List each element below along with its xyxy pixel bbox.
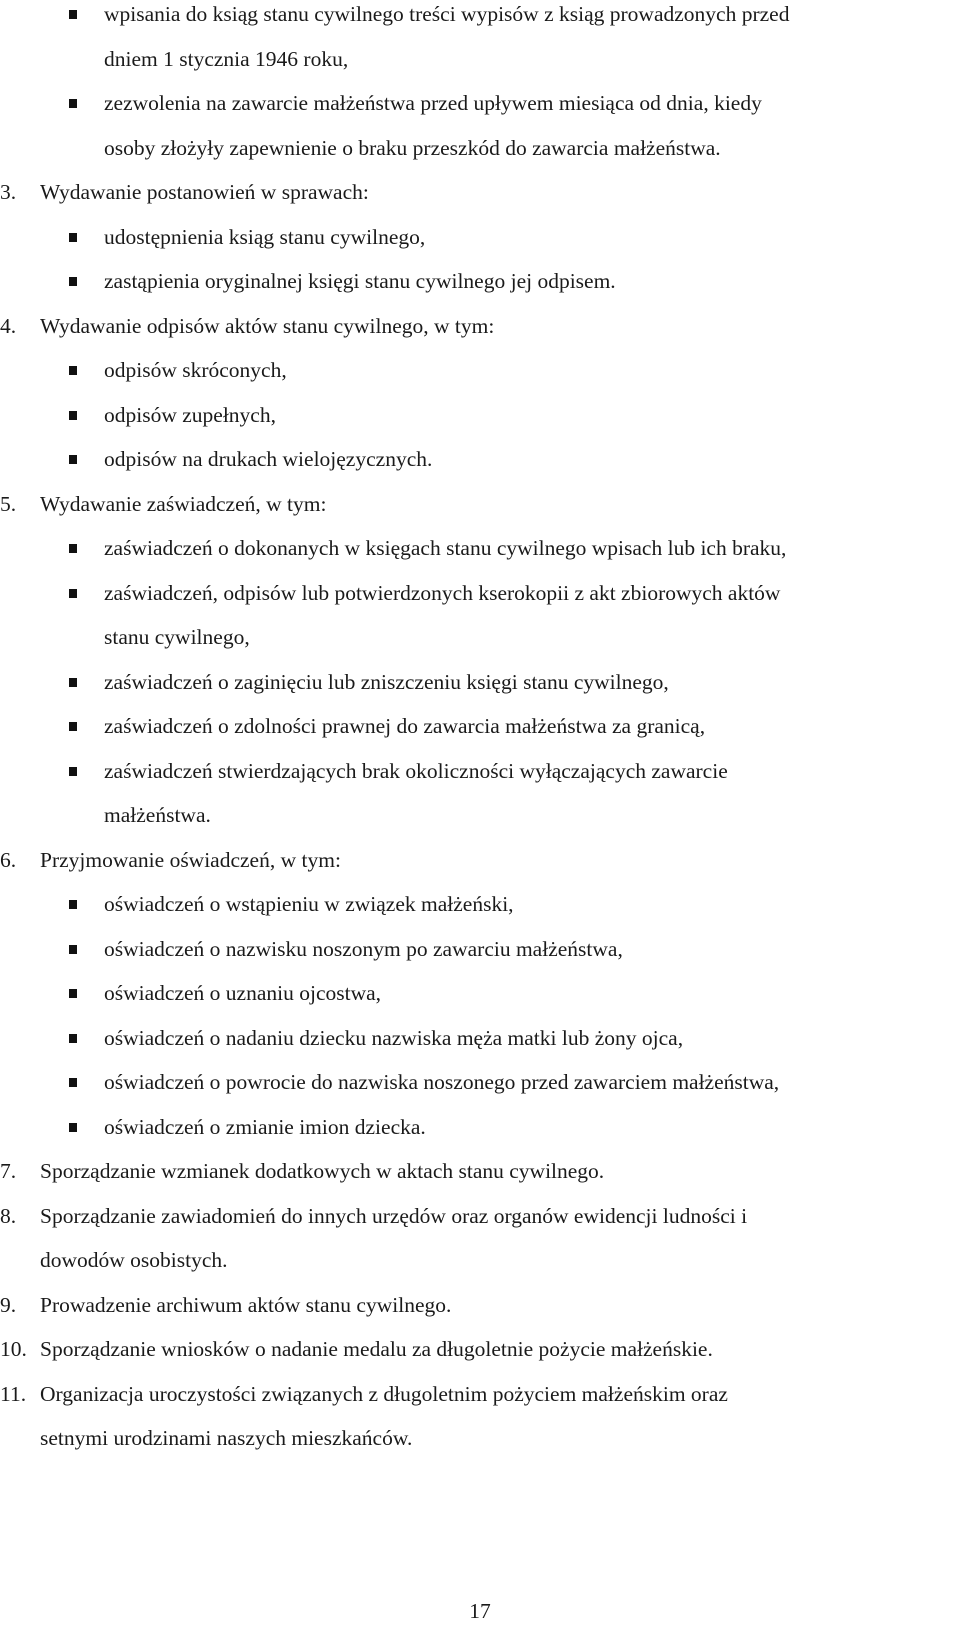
bullet-item (0, 526, 940, 571)
square-bullet-icon (69, 900, 77, 909)
line-text: udostępnienia ksiąg stanu cywilnego, (104, 224, 426, 249)
item-number: 10. (0, 1337, 27, 1361)
square-bullet-icon (69, 277, 77, 286)
item-number: 3. (0, 180, 17, 204)
line-text: zaświadczeń, odpisów lub potwierdzonych kserokopii z akt zbiorowych aktów (104, 580, 781, 605)
square-bullet-icon (69, 767, 77, 776)
line-text: dowodów osobistych. (40, 1248, 228, 1272)
line-text: Wydawanie zaświadczeń, w tym: (40, 491, 327, 516)
line-text: wpisania do ksiąg stanu cywilnego treści wypisów z ksiąg prowadzonych przed (104, 2, 790, 26)
bullet-item (0, 215, 940, 260)
square-bullet-icon (69, 678, 77, 687)
numbered-item (0, 1372, 940, 1417)
line-text: Przyjmowanie oświadczeń, w tym: (40, 847, 341, 872)
line-text: odpisów na drukach wielojęzycznych. (104, 447, 433, 471)
bullet-item (0, 1105, 940, 1150)
square-bullet-icon (69, 411, 77, 420)
square-bullet-icon (69, 1123, 77, 1132)
line-text: Sporządzanie wniosków o nadanie medalu za długoletnie pożycie małżeńskie. (40, 1337, 713, 1361)
line-text: zaświadczeń o zdolności prawnej do zawarcia małżeństwa za granicą, (104, 714, 706, 738)
line-text: Wydawanie odpisów aktów stanu cywilnego, w tym: (40, 313, 495, 338)
item-number: 8. (0, 1203, 17, 1228)
square-bullet-icon (69, 1034, 77, 1043)
line-text: Prowadzenie archiwum aktów stanu cywilnego. (40, 1292, 452, 1317)
line-text: małżeństwa. (104, 803, 211, 827)
line-text: oświadczeń o zmianie imion dziecka. (104, 1114, 426, 1139)
page-footer (0, 1596, 960, 1626)
square-bullet-icon (69, 233, 77, 242)
square-bullet-icon (69, 455, 77, 464)
square-bullet-icon (69, 10, 77, 19)
bullet-item (0, 749, 940, 794)
bullet-item (0, 348, 940, 393)
numbered-item (0, 838, 940, 883)
bullet-item (0, 437, 940, 482)
bullet-item (0, 1016, 940, 1061)
line-text: oświadczeń o nadaniu dziecku nazwiska męża matki lub żony ojca, (104, 1025, 684, 1050)
numbered-item (0, 1327, 940, 1372)
line-text: odpisów zupełnych, (104, 402, 276, 427)
line-text: zaświadczeń o dokonanych w księgach stanu cywilnego wpisach lub ich braku, (104, 536, 787, 560)
line-text: Sporządzanie zawiadomień do innych urzędów oraz organów ewidencji ludności i (40, 1203, 748, 1228)
bullet-item-continuation (0, 615, 940, 660)
page-number: 17 (469, 1599, 491, 1623)
line-text: oświadczeń o uznaniu ojcostwa, (104, 981, 382, 1005)
bullet-item (0, 927, 940, 972)
bullet-item-continuation (0, 793, 940, 838)
bullet-item-continuation (0, 126, 940, 171)
square-bullet-icon (69, 722, 77, 731)
line-text: zaświadczeń o zaginięciu lub zniszczeniu księgi stanu cywilnego, (104, 669, 669, 694)
item-number: 11. (0, 1381, 27, 1406)
item-number: 4. (0, 313, 17, 338)
square-bullet-icon (69, 544, 77, 553)
numbered-item (0, 170, 940, 215)
bullet-item (0, 81, 940, 126)
numbered-item (0, 304, 940, 349)
bullet-item (0, 704, 940, 749)
bullet-item (0, 259, 940, 304)
square-bullet-icon (69, 945, 77, 954)
item-number: 5. (0, 491, 17, 516)
square-bullet-icon (69, 589, 77, 598)
line-text: Wydawanie postanowień w sprawach: (40, 180, 369, 204)
bullet-item (0, 660, 940, 705)
bullet-item (0, 393, 940, 438)
numbered-item (0, 1283, 940, 1328)
numbered-item (0, 1194, 940, 1239)
line-text: dniem 1 stycznia 1946 roku, (104, 46, 349, 71)
bullet-item (0, 882, 940, 927)
square-bullet-icon (69, 366, 77, 375)
square-bullet-icon (69, 99, 77, 108)
line-text: oświadczeń o powrocie do nazwiska noszonego przed zawarciem małżeństwa, (104, 1070, 780, 1094)
line-text: zastąpienia oryginalnej księgi stanu cywilnego jej odpisem. (104, 269, 616, 293)
numbered-item (0, 1149, 940, 1194)
bullet-item (0, 971, 940, 1016)
numbered-item (0, 482, 940, 527)
line-text: stanu cywilnego, (104, 625, 250, 649)
bullet-item (0, 571, 940, 616)
line-text: setnymi urodzinami naszych mieszkańców. (40, 1426, 413, 1450)
line-text: oświadczeń o wstąpieniu w związek małżeński, (104, 892, 514, 916)
bullet-item (0, 1060, 940, 1105)
line-text: osoby złożyły zapewnienie o braku przeszkód do zawarcia małżeństwa. (104, 135, 721, 160)
item-number: 6. (0, 847, 17, 872)
line-text: Sporządzanie wzmianek dodatkowych w aktach stanu cywilnego. (40, 1159, 605, 1183)
square-bullet-icon (69, 989, 77, 998)
line-text: odpisów skróconych, (104, 358, 287, 382)
numbered-item-continuation (0, 1416, 940, 1461)
item-number: 9. (0, 1292, 17, 1317)
line-text: oświadczeń o nazwisku noszonym po zawarciu małżeństwa, (104, 936, 623, 961)
numbered-item-continuation (0, 1238, 940, 1283)
line-text: Organizacja uroczystości związanych z długoletnim pożyciem małżeńskim oraz (40, 1381, 728, 1406)
line-text: zezwolenia na zawarcie małżeństwa przed upływem miesiąca od dnia, kiedy (104, 91, 762, 115)
line-text: zaświadczeń stwierdzających brak okoliczności wyłączających zawarcie (104, 758, 728, 783)
bullet-item (0, 0, 940, 37)
item-number: 7. (0, 1159, 17, 1183)
bullet-item-continuation (0, 37, 940, 82)
square-bullet-icon (69, 1078, 77, 1087)
